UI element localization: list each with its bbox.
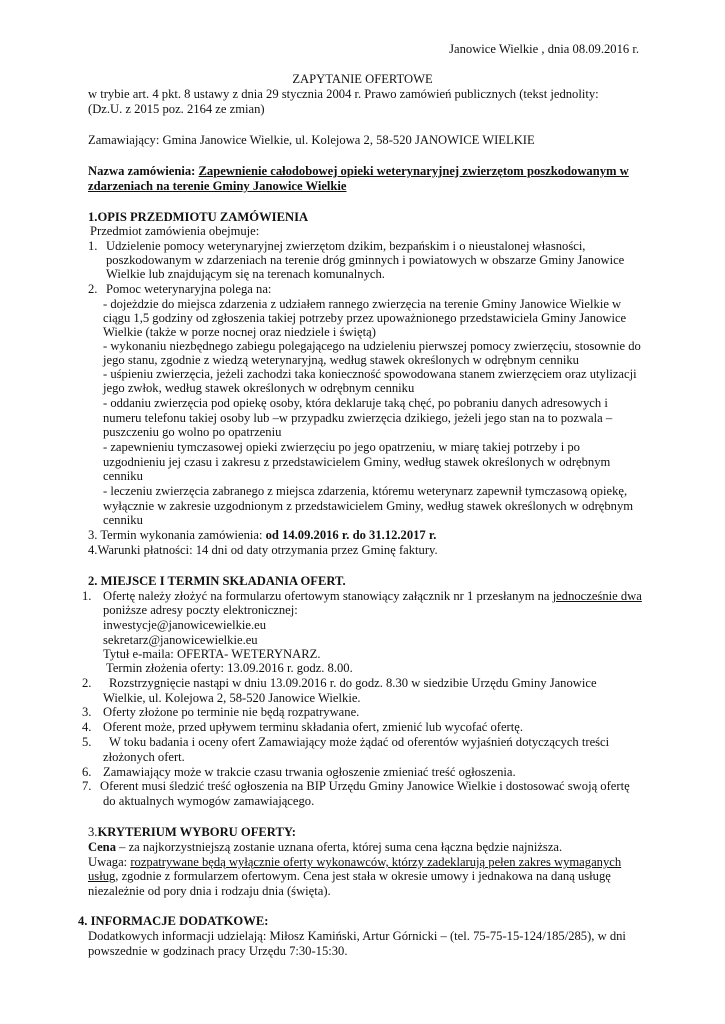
section3-heading bbox=[88, 825, 296, 840]
s2-item2-line2: Wielkie, ul. Kolejowa 2, 58-520 Janowice Wielkie. bbox=[103, 691, 361, 705]
legal-basis-line2: (Dz.U. z 2015 poz. 2164 ze zmian) bbox=[88, 102, 265, 116]
contact-line2: powszednie w godzinach pracy Urzędu 7:30-15:30. bbox=[88, 944, 348, 958]
item2-line: ciągu 1,5 godziny od zgłoszenia takiej potrzeby przez upoważnionego przedstawiciela Gminy Janowice bbox=[103, 311, 627, 325]
item2-number: 2. bbox=[88, 282, 98, 296]
s2-item6-number: 6. bbox=[82, 765, 92, 779]
submission-deadline: Termin złożenia oferty: 13.09.2016 r. godz. 8.00. bbox=[106, 661, 353, 675]
s2-item4-number: 4. bbox=[82, 720, 92, 734]
order-name-label: Nazwa zamówienia: bbox=[88, 164, 196, 178]
item4-line: 4.Warunki płatności: 14 dni od daty otrzymania przez Gminę faktury. bbox=[88, 543, 438, 557]
s2-item1-line2: poniższe adresy poczty elektronicznej: bbox=[103, 603, 298, 617]
item2-line: uzgodnieniu jej czasu i zakresu z przedstawicielem Gminy, według stawek określonych w odrębnym bbox=[103, 455, 611, 469]
section1-intro: Przedmiot zamówienia obejmuje: bbox=[90, 224, 260, 238]
item2-line: - dojeżdzie do miejsca zdarzenia z udziałem rannego zwierzęcia na terenie Gminy Janowice Wielkie w bbox=[103, 297, 622, 311]
section3-number: 3. bbox=[88, 825, 98, 839]
note-underlined: rozpatrywane będą wyłącznie oferty wykonawców, którzy zadeklarują pełen zakres wymaganych bbox=[130, 855, 622, 869]
note-rest: , zgodnie z formularzem ofertowym. Cena jest stała w okresie umowy i jednakowa na daną usługę bbox=[115, 869, 611, 883]
item3-period: od 14.09.2016 r. do 31.12.2017 r. bbox=[265, 528, 437, 542]
item2-line: Wielkie (także w porze nocnej oraz niedziele i świętą) bbox=[103, 325, 376, 339]
s2-item1-underlined: jednocześnie dwa bbox=[552, 589, 642, 603]
orderer-line: Zamawiający: Gmina Janowice Wielkie, ul. Kolejowa 2, 58-520 JANOWICE WIELKIE bbox=[88, 133, 535, 147]
document-title: ZAPYTANIE OFERTOWE bbox=[292, 72, 433, 86]
item3-line bbox=[88, 528, 436, 543]
contact-line1: Dodatkowych informacji udzielają: Miłosz Kamiński, Artur Górnicki – (tel. 75-75-15-124/185/285), w dni bbox=[88, 929, 626, 943]
s2-item2-line1: Rozstrzygnięcie nastąpi w dniu 13.09.2016 r. do godz. 8.30 w siedzibie Urzędu Gminy Janowice bbox=[109, 676, 597, 690]
s2-item7-line1: Oferent musi śledzić treść ogłoszenia na BIP Urzędu Gminy Janowice Wielkie i dostosować swoją ofertę bbox=[100, 779, 630, 793]
email-address-1: inwestycje@janowicewielkie.eu bbox=[103, 618, 267, 632]
item1-line1: Udzielenie pomocy weterynaryjnej zwierzętom dzikim, bezpańskim i o nieustalonej własności, bbox=[106, 239, 586, 253]
email-address-2: sekretarz@janowicewielkie.eu bbox=[103, 633, 258, 647]
item2-line: - uśpieniu zwierzęcia, jeżeli zachodzi taka konieczność spowodowana stanem zwierzęciem oraz utylizacji bbox=[103, 367, 637, 381]
note-label: Uwaga: bbox=[88, 855, 131, 869]
item1-line2: poszkodowanym w zdarzeniach na terenie dróg gminnych i powiatowych w obszarze Gminy Janowice bbox=[106, 253, 625, 267]
price-text: – za najkorzystniejszą zostanie uznana oferta, której suma cena łączna będzie najniższa. bbox=[116, 840, 563, 854]
legal-basis-line1: w trybie art. 4 pkt. 8 ustawy z dnia 29 stycznia 2004 r. Prawo zamówień publicznych (tekst jednolity: bbox=[88, 87, 599, 101]
s2-item3-text: Oferty złożone po terminie nie będą rozpatrywane. bbox=[103, 705, 360, 719]
order-name-title2: zdarzeniach na terenie Gminy Janowice Wielkie bbox=[88, 179, 347, 193]
order-name-line1 bbox=[88, 164, 629, 179]
s2-item1-line1 bbox=[103, 589, 642, 604]
item2-line: - zapewnieniu tymczasowej opieki zwierzęciu po jego opatrzeniu, w miarę takiej potrzeby i po bbox=[103, 440, 580, 454]
s2-item7-number: 7. bbox=[82, 779, 92, 793]
s2-item5-number: 5. bbox=[82, 735, 92, 749]
date-line: Janowice Wielkie , dnia 08.09.2016 r. bbox=[449, 42, 639, 56]
item2-line: - leczeniu zwierzęcia zabranego z miejsca zdarzenia, któremu weterynarz zapewnił tymczasową opiekę, bbox=[103, 484, 628, 498]
item2-line: - wykonaniu niezbędnego zabiegu polegającego na udzieleniu pierwszej pomocy zwierzęciu, stosownie do bbox=[103, 339, 641, 353]
item2-line: wyłącznie w zakresie uzgodnionym z przedstawicielem Gminy, według stawek określonych w odrębnym bbox=[103, 499, 634, 513]
order-name-title1: Zapewnienie całodobowej opieki weterynaryjnej zwierzętom poszkodowanym w bbox=[198, 164, 629, 178]
item2-line: jego stanu, zgodnie z wiedzą weterynaryjną, według stawek określonych w odrębnym cenniku bbox=[103, 353, 579, 367]
section3-title: KRYTERIUM WYBORU OFERTY: bbox=[97, 825, 296, 839]
price-label: Cena bbox=[88, 840, 116, 854]
s2-item6-text: Zamawiający może w trakcie czasu trwania ogłoszenie zmieniać treść ogłoszenia. bbox=[103, 765, 516, 779]
s2-item1-text: Ofertę należy złożyć na formularzu ofertowym stanowiący załącznik nr 1 przesłanym na bbox=[103, 589, 553, 603]
note-line2 bbox=[88, 869, 611, 884]
item3-text: 3. Termin wykonania zamówienia: bbox=[88, 528, 266, 542]
s2-item5-line2: złożonych ofert. bbox=[103, 750, 185, 764]
note-line1 bbox=[88, 855, 621, 870]
section2-heading: 2. MIEJSCE I TERMIN SKŁADANIA OFERT. bbox=[88, 574, 346, 588]
s2-item2-number: 2. bbox=[82, 676, 92, 690]
price-criterion bbox=[88, 840, 562, 855]
item2-line: puszczeniu go wolno po opatrzeniu bbox=[103, 425, 282, 439]
item2-line: numeru telefonu takiej osoby lub –w przypadku zwierzęcia dzikiego, jeżeli jego stan na to pozwala – bbox=[103, 411, 613, 425]
item1-line3: Wielkie lub znajdującym się na terenach komunalnych. bbox=[106, 267, 385, 281]
item2-line: cenniku bbox=[103, 469, 143, 483]
s2-item3-number: 3. bbox=[82, 705, 92, 719]
item2-line: jego zwłok, według stawek określonych w odrębnym cenniku bbox=[103, 381, 415, 395]
note-underlined-2: usług bbox=[88, 869, 116, 883]
item1-number: 1. bbox=[88, 239, 98, 253]
s2-item7-line2: do aktualnych wymogów zamawiającego. bbox=[103, 794, 315, 808]
section4-heading: 4. INFORMACJE DODATKOWE: bbox=[78, 914, 269, 928]
note-line3: niezależnie od pory dnia i rodzaju dnia (święta). bbox=[88, 884, 331, 898]
s2-item1-number: 1. bbox=[82, 589, 92, 603]
section1-heading: 1.OPIS PRZEDMIOTU ZAMÓWIENIA bbox=[88, 210, 309, 224]
item2-heading: Pomoc weterynaryjna polega na: bbox=[106, 282, 272, 296]
email-subject: Tytuł e-maila: OFERTA- WETERYNARZ. bbox=[103, 647, 321, 661]
s2-item5-line1: W toku badania i oceny ofert Zamawiający może żądać od oferentów wyjaśnień dotyczących treści bbox=[109, 735, 610, 749]
item2-line: - oddaniu zwierzęcia pod opiekę osoby, która deklaruje taką chęć, po pobraniu danych adresowych i bbox=[103, 396, 608, 410]
item2-line: cenniku bbox=[103, 513, 143, 527]
s2-item4-text: Oferent może, przed upływem terminu składania ofert, zmienić lub wycofać ofertę. bbox=[103, 720, 523, 734]
